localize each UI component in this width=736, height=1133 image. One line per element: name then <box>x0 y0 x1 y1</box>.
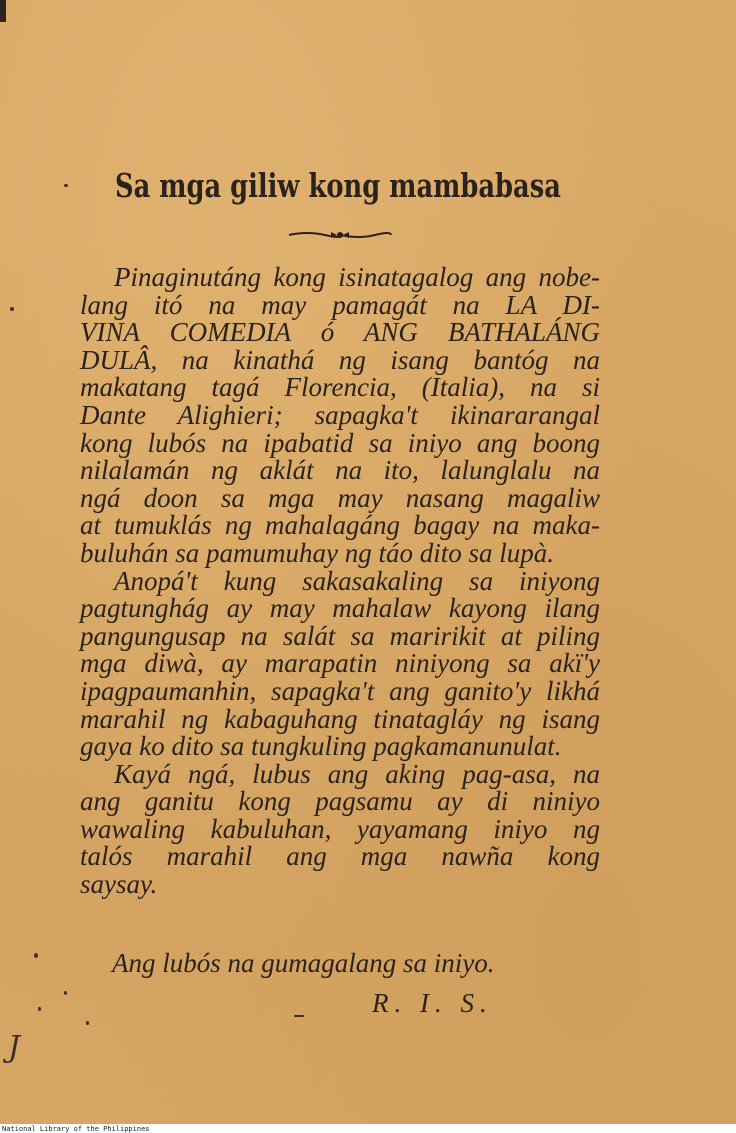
body-line: talós marahil ang mga nawña kong <box>80 841 600 872</box>
body-line: gaya ko dito sa tungkuling pagkamanunulat. <box>80 731 562 762</box>
body-line: Pinaginutáng kong isinatagalog ang nobe- <box>114 262 600 292</box>
ink-speck <box>294 1015 304 1017</box>
body-line: lang itó na may pamagát na LA DI- <box>80 289 600 320</box>
handwritten-mark: J <box>8 1030 21 1065</box>
body-line: wawaling kabuluhan, yayamang iniyo ng <box>80 813 600 844</box>
body-line: buluhán sa pamumuhay ng táo dito sa lupà. <box>80 537 555 568</box>
body-line: ipagpaumanhin, sapagka't ang ganito'y likhá <box>80 675 600 706</box>
body-line: Dante Alighieri; sapagka't ikinararangal <box>80 399 600 430</box>
body-line: saysay. <box>80 869 158 900</box>
body-line: Kayá ngá, lubus ang aking pag-asa, na <box>114 758 600 789</box>
body-line: DULÂ, na kinathá ng isang bantóg na <box>80 344 600 375</box>
title-ornament <box>287 228 393 242</box>
body-line: marahil ng kabaguhang tinatagláy ng isang <box>80 703 600 734</box>
dedication-body <box>80 264 600 899</box>
ink-speck <box>38 1007 41 1011</box>
ink-speck <box>34 953 38 958</box>
signature-initials: R. I. S. <box>372 988 493 1018</box>
closing-line: Ang lubós na gumagalang sa iniyo. <box>112 948 495 978</box>
body-line: VINA COMEDIA ó ANG BATHALÁNG <box>80 317 600 348</box>
library-footer: National Library of the Philippines <box>2 1125 150 1133</box>
body-line: pangungusap na salát sa maririkit at piling <box>80 620 600 651</box>
ink-speck <box>10 307 14 311</box>
ink-speck <box>86 1021 89 1025</box>
body-line: pagtunghág ay may mahalaw kayong ilang <box>80 593 600 624</box>
page-title: Sa mga giliw kong mambabasa <box>115 166 561 205</box>
binding-edge-mark <box>0 0 6 22</box>
body-line: kong lubós na ipabatid sa iniyo ang boong <box>80 427 600 458</box>
body-line: nilalamán ng aklát na ito, lalunglalu na <box>80 455 600 486</box>
body-line: makatang tagá Florencia, (Italia), na si <box>80 372 600 403</box>
body-line: at tumuklás ng mahalagáng bagay na maka- <box>80 510 600 541</box>
body-line: ngá doon sa mga may nasang magaliw <box>80 482 600 513</box>
body-line: mga diwà, ay marapatin niniyong sa akï'y <box>80 648 600 679</box>
ink-speck <box>64 991 67 995</box>
ink-speck <box>64 184 68 187</box>
body-line: ang ganitu kong pagsamu ay di niniyo <box>80 786 600 817</box>
body-line: Anopá't kung sakasakaling sa iniyong <box>114 565 600 596</box>
